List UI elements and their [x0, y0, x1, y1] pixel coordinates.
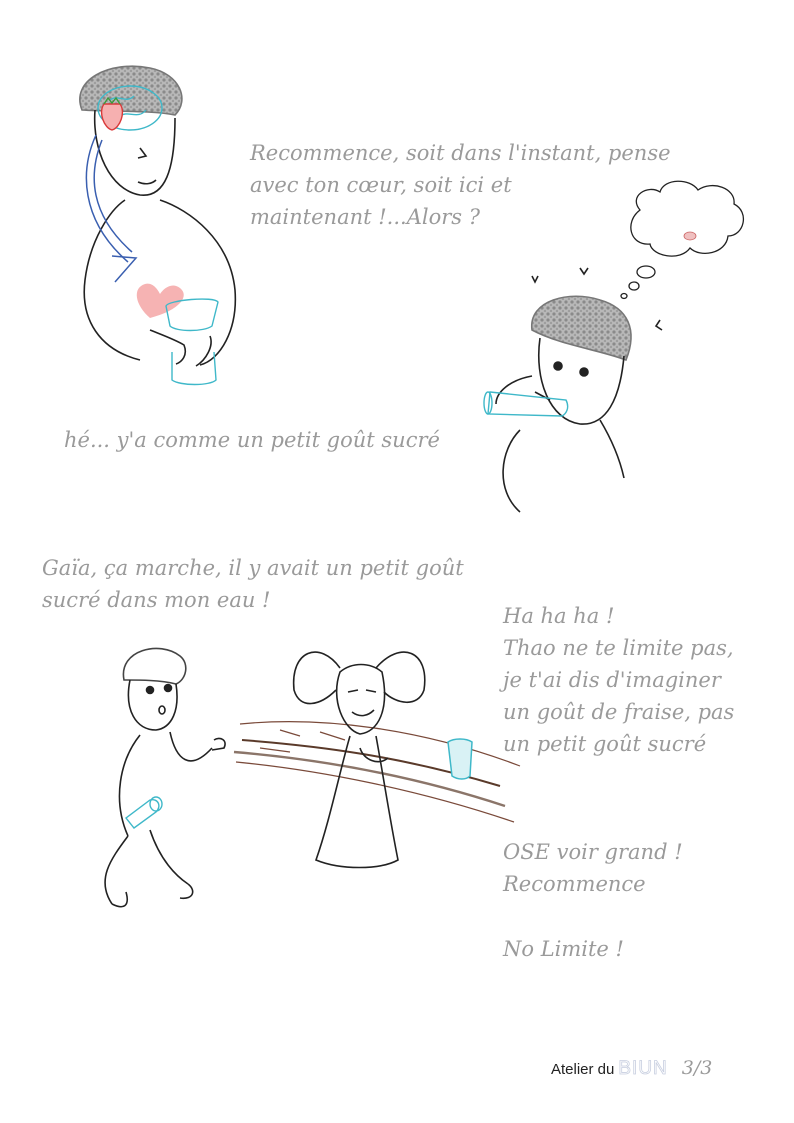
studio-name: Atelier du: [551, 1061, 615, 1078]
speech-panel1: Recommence, soit dans l'instant, pense avec ton cœur, soit ici et maintenant !...Alors ?: [250, 141, 671, 229]
speech-panel6: No Limite !: [503, 937, 624, 961]
arrow-icon: [86, 135, 136, 282]
panel2-character: [496, 268, 662, 512]
strawberry-icon: [102, 98, 123, 130]
boy-character: [105, 648, 225, 906]
page-number: 3/3: [681, 1057, 713, 1079]
glass-icon: [126, 797, 162, 828]
speech-panel3: Gaïa, ça marche, il y avait un petit goût sucré dans mon eau !: [42, 556, 464, 612]
speech-panel5: OSE voir grand ! Recommence: [503, 840, 683, 896]
page-footer: [551, 1057, 712, 1080]
table: [234, 722, 520, 822]
glass-icon: [448, 739, 472, 779]
studio-logo: BIUN: [618, 1058, 668, 1079]
strawberry-icon: [684, 232, 696, 240]
glass-icon: [166, 299, 218, 384]
panel1-hands: [150, 330, 211, 366]
speech-panel4: Ha ha ha ! Thao ne te limite pas, je t'ai dis d'imaginer un goût de fraise, pas un petit goût sucré: [503, 604, 735, 756]
speech-panel2: hé... y'a comme un petit goût sucré: [64, 428, 440, 452]
girl-character: [294, 652, 425, 867]
